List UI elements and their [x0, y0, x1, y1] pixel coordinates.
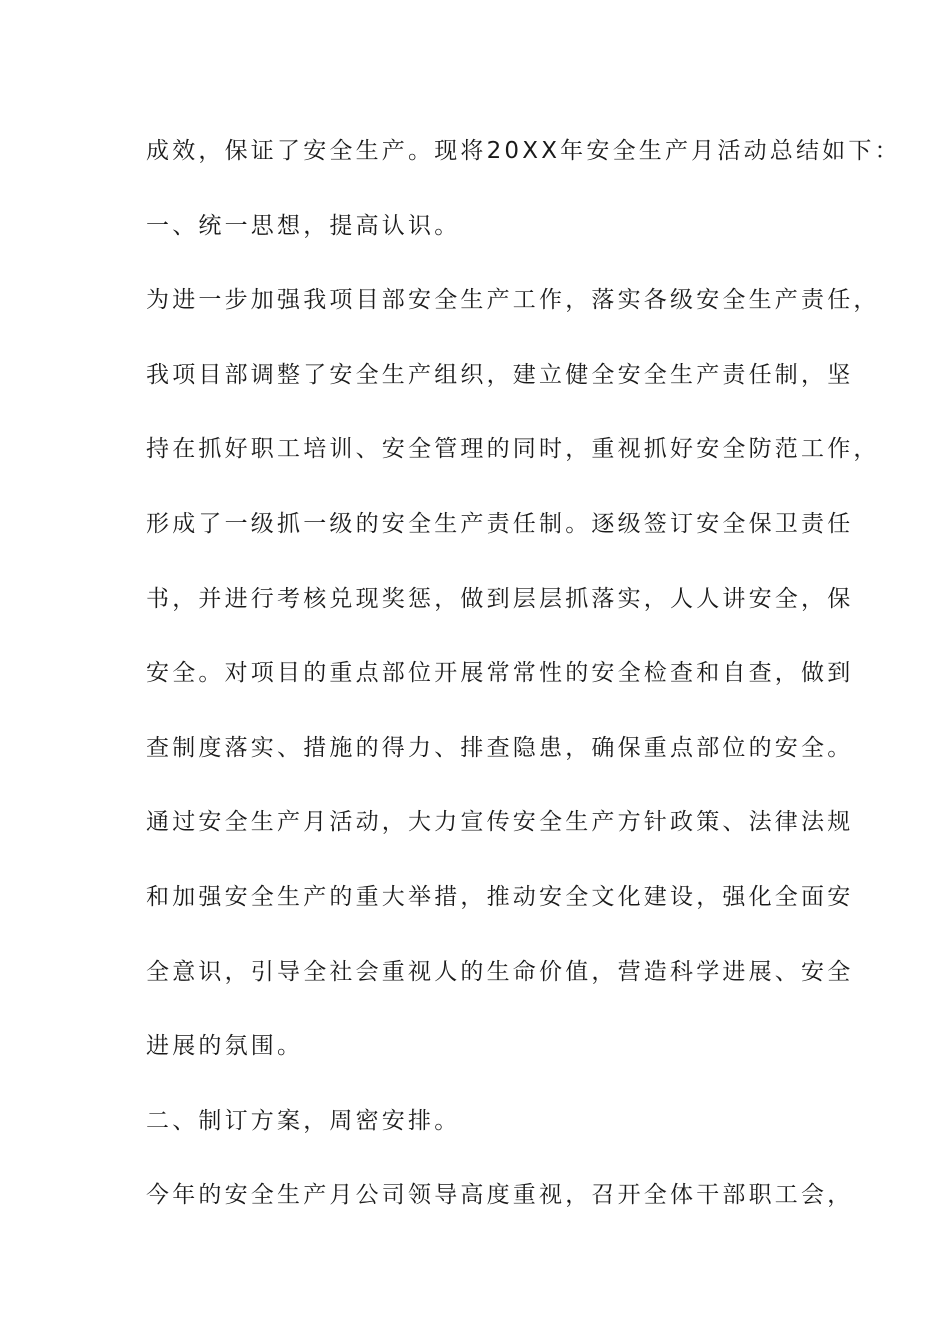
paragraph-line: 今年的安全生产月公司领导高度重视，召开全体干部职工会，: [146, 1182, 854, 1209]
section-heading: 二、制订方案，周密安排。: [146, 1107, 461, 1134]
section-heading: 一、统一思想，提高认识。: [146, 212, 461, 239]
paragraph-line: 形成了一级抓一级的安全生产责任制。逐级签订安全保卫责任: [146, 510, 854, 537]
paragraph-line: 查制度落实、措施的得力、排查隐患，确保重点部位的安全。: [146, 734, 854, 761]
paragraph-line: 持在抓好职工培训、安全管理的同时，重视抓好安全防范工作，: [146, 436, 880, 463]
paragraph-line: 和加强安全生产的重大举措，推动安全文化建设，强化全面安: [146, 883, 854, 910]
paragraph-line: 全意识，引导全社会重视人的生命价值，营造科学进展、安全: [146, 958, 854, 985]
paragraph-line: 为进一步加强我项目部安全生产工作，落实各级安全生产责任，: [146, 287, 880, 314]
document-body: [146, 128, 901, 1247]
paragraph-line: 进展的氛围。: [146, 1033, 304, 1060]
paragraph-line: 通过安全生产月活动，大力宣传安全生产方针政策、法律法规: [146, 809, 854, 836]
paragraph-line: 成效，保证了安全生产。现将20XX年安全生产月活动总结如下：: [146, 138, 901, 164]
paragraph-line: 我项目部调整了安全生产组织，建立健全安全生产责任制，坚: [146, 361, 854, 388]
paragraph-line: 安全。对项目的重点部位开展常常性的安全检查和自查，做到: [146, 660, 854, 687]
paragraph-line: 书，并进行考核兑现奖惩，做到层层抓落实，人人讲安全，保: [146, 585, 854, 612]
